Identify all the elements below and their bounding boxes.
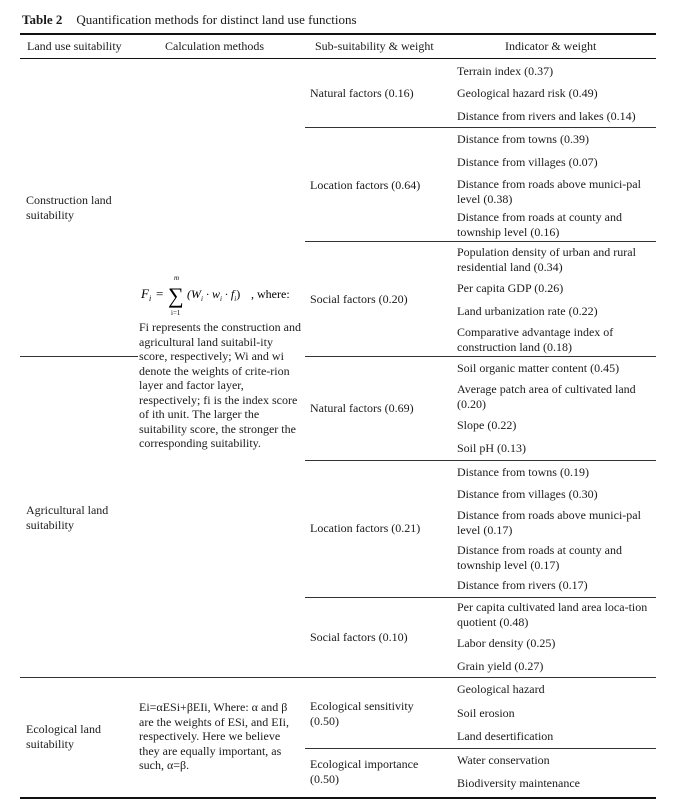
group-divider xyxy=(20,356,138,357)
formula-lhs-sub: i xyxy=(149,294,152,303)
indicator-item: Land desertification xyxy=(457,729,554,743)
sub-ecological-importance: Ecological importance (0.50) xyxy=(310,757,419,786)
formula-body: $(W_i \cdot w_i \cdot f_i)$ xyxy=(187,287,241,303)
header-calculation: Calculation methods xyxy=(165,39,264,53)
indicator-item: Water conservation xyxy=(457,753,550,767)
indicator-item: Comparative advantage index of construction land (0.18) xyxy=(457,325,614,354)
indicator-item: Average patch area of cultivated land (0.20) xyxy=(457,382,636,411)
indicator-item: Distance from villages (0.07) xyxy=(457,155,598,169)
formula-sigma: ∑ xyxy=(168,283,184,308)
indicator-item: Geological hazard xyxy=(457,682,545,696)
indicator-item: Labor density (0.25) xyxy=(457,636,556,650)
sub-ecological-sensitivity: Ecological sensitivity (0.50) xyxy=(310,699,414,728)
row-divider xyxy=(305,460,656,461)
sub-construction-natural: Natural factors (0.16) xyxy=(310,86,414,100)
indicator-item: Distance from villages (0.30) xyxy=(457,487,598,501)
indicator-item: Soil pH (0.13) xyxy=(457,441,526,455)
table-title: Quantification methods for distinct land use functions xyxy=(76,12,357,27)
ecological-land-label: Ecological land suitability xyxy=(26,722,101,751)
row-divider xyxy=(305,127,656,128)
indicator-item: Slope (0.22) xyxy=(457,418,517,432)
indicator-item: Population density of urban and rural residential land (0.34) xyxy=(457,245,636,274)
table-caption xyxy=(22,12,357,28)
header-indicator: Indicator & weight xyxy=(505,39,597,53)
group-divider xyxy=(305,356,656,357)
row-divider xyxy=(305,748,656,749)
indicator-item: Geological hazard risk (0.49) xyxy=(457,86,598,100)
formula-where: , where: xyxy=(251,287,290,301)
formula-eq: = xyxy=(156,286,164,301)
indicator-item: Distance from roads above munici-pal level (0.17) xyxy=(457,508,641,537)
indicator-item: Land urbanization rate (0.22) xyxy=(457,304,598,318)
formula-note: Fi represents the construction and agricultural land suitabil-ity score, respectively; Wi and wi denote the weights of crite-rion layer and factor layer, respectively; fi is the index score of ith unit. The larger the suitability score, the stronger the corresponding suitability. xyxy=(139,320,301,450)
row-divider xyxy=(305,241,656,242)
formula-sum-lower: i=1 xyxy=(171,309,181,317)
indicator-item: Grain yield (0.27) xyxy=(457,659,544,673)
indicator-item: Distance from roads above munici-pal level (0.38) xyxy=(457,177,641,206)
indicator-item: Distance from rivers and lakes (0.14) xyxy=(457,109,636,123)
indicator-item: Per capita cultivated land area loca-tion quotient (0.48) xyxy=(457,600,648,629)
sub-agricultural-natural: Natural factors (0.69) xyxy=(310,401,414,415)
top-rule xyxy=(20,33,656,35)
indicator-item: Distance from towns (0.39) xyxy=(457,132,589,146)
sub-construction-location: Location factors (0.64) xyxy=(310,178,421,192)
header-land-use: Land use suitability xyxy=(27,39,122,53)
group-divider xyxy=(20,677,656,678)
ecological-formula: Ei=αESi+βEIi, Where: α and β are the weights of ESi, and EIi, respectively. Here we believe they are equally important, as such, α=β. xyxy=(139,700,289,772)
indicator-item: Distance from towns (0.19) xyxy=(457,465,589,479)
header-sub-suitability: Sub-suitability & weight xyxy=(315,39,434,53)
sub-agricultural-location: Location factors (0.21) xyxy=(310,521,421,535)
agricultural-land-label: Agricultural land suitability xyxy=(26,503,109,532)
formula-svg xyxy=(139,276,309,318)
indicator-item: Per capita GDP (0.26) xyxy=(457,281,564,295)
indicator-item: Distance from roads at county and township level (0.16) xyxy=(457,210,622,239)
indicator-item: Distance from rivers (0.17) xyxy=(457,578,588,592)
row-divider xyxy=(305,597,656,598)
indicator-item: Biodiversity maintenance xyxy=(457,776,580,790)
table-label: Table 2 xyxy=(22,12,63,27)
sub-construction-social: Social factors (0.20) xyxy=(310,292,408,306)
header-rule xyxy=(20,58,656,59)
indicator-item: Terrain index (0.37) xyxy=(457,64,554,78)
indicator-item: Soil organic matter content (0.45) xyxy=(457,361,620,375)
sub-agricultural-social: Social factors (0.10) xyxy=(310,630,408,644)
indicator-item: Distance from roads at county and township level (0.17) xyxy=(457,543,622,572)
construction-land-label: Construction land suitability xyxy=(26,193,112,222)
formula-sum-upper: m xyxy=(174,274,180,282)
bottom-rule xyxy=(20,797,656,799)
suitability-formula xyxy=(139,276,309,318)
indicator-item: Soil erosion xyxy=(457,706,515,720)
formula-lhs: F xyxy=(141,286,149,301)
